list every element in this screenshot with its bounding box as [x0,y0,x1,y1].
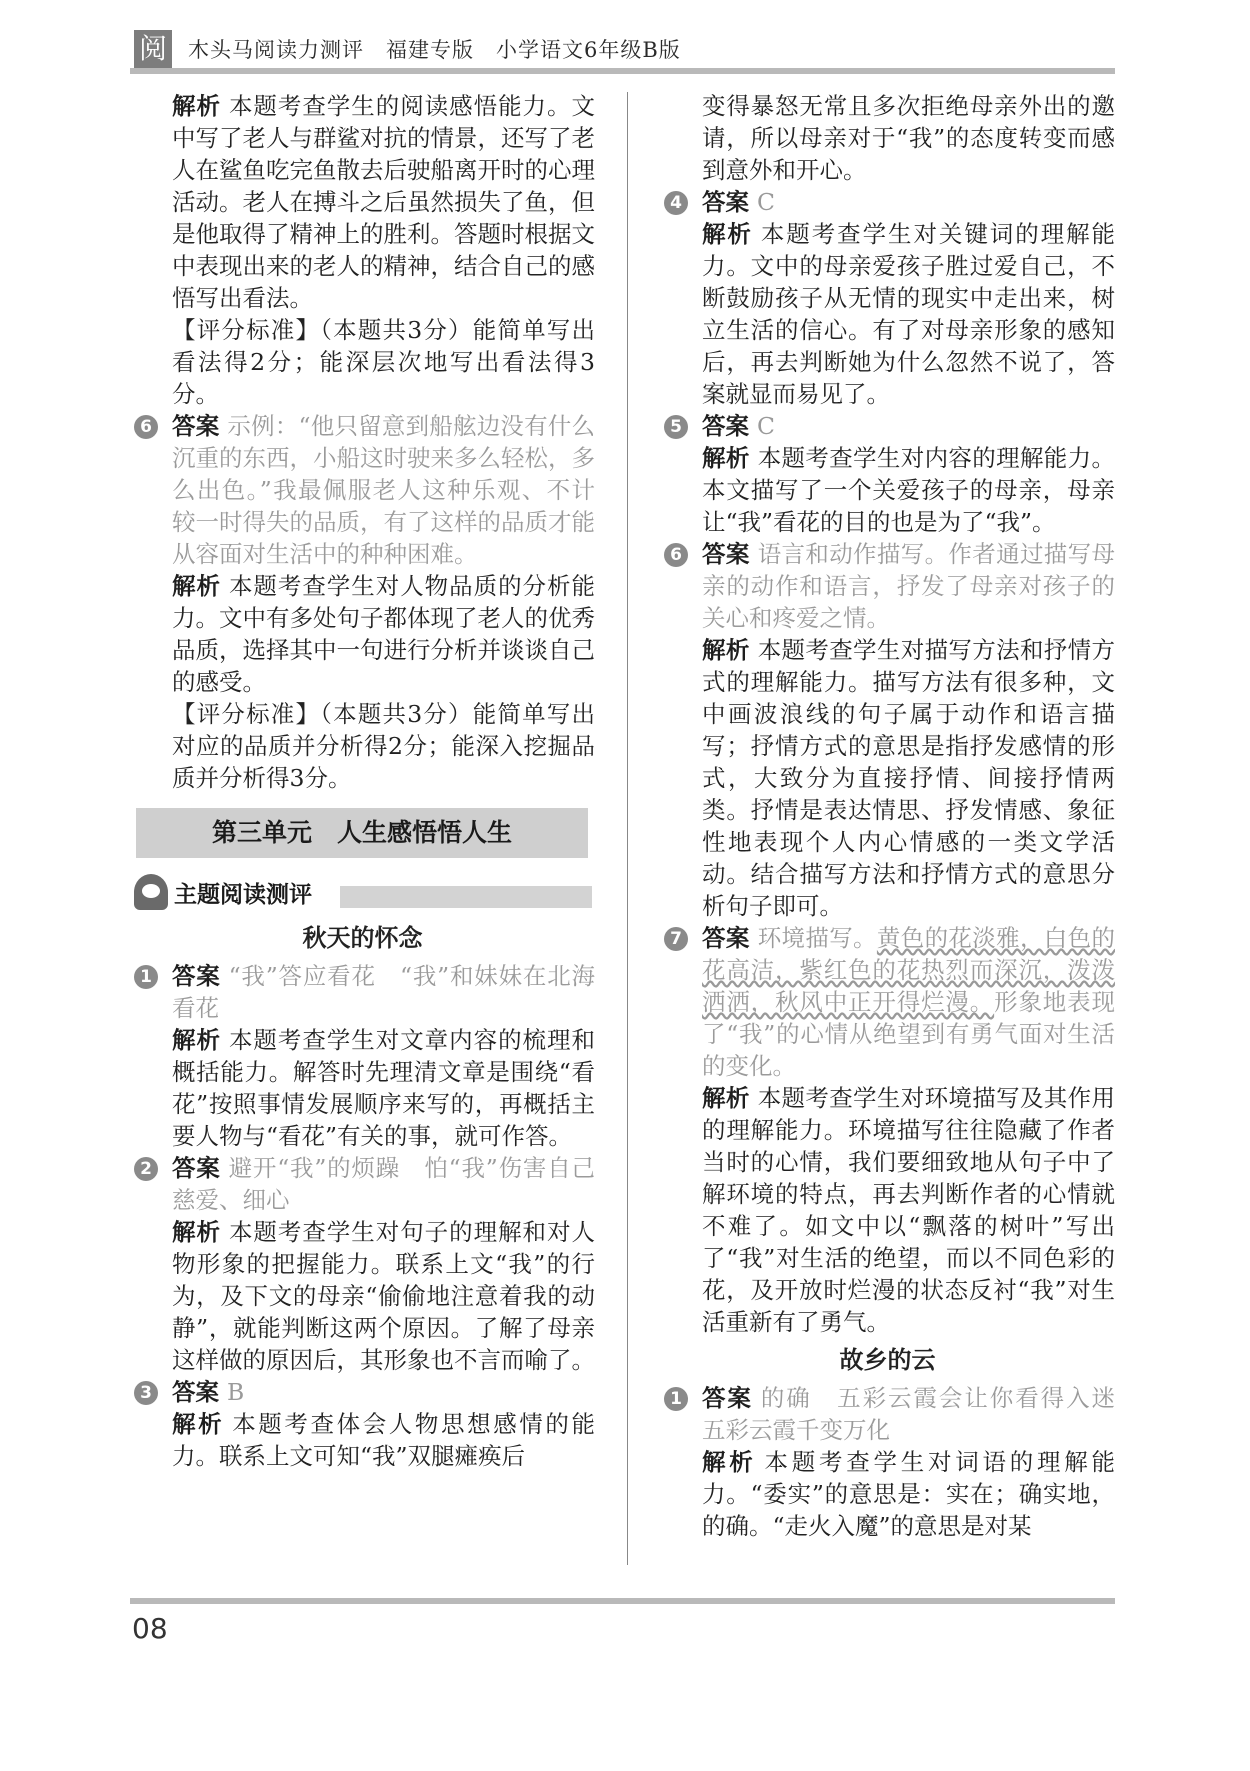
analysis-text: 本题考查学生对句子的理解和对人物形象的把握能力。联系上文“我”的行为，及下文的母亲“偷偷地注意着我的动静”，就能判断这两个原因。了解了母亲这样做的原因后，其形象也不言而喻了。 [172,1218,595,1374]
analysis-label: 解析 [702,1084,750,1112]
analysis-label: 解析 [702,444,750,472]
answer-label: 答案 [702,188,749,216]
book-title: 木头马阅读力测评 福建专版 小学语文6年级B版 [188,38,681,62]
answer-label: 答案 [702,412,749,440]
answer-text: 环境描写。 [757,924,877,952]
analysis-text: 本题考查学生对文章内容的梳理和概括能力。解答时先理清文章是围绕“看花”按照事情发展顺序来写的，再概括主要人物与“看花”有关的事，就可作答。 [172,1026,595,1150]
theme-label: 主题阅读测评 [174,882,312,908]
analysis-text: 本题考查学生对词语的理解能力。“委实”的意思是：实在；确实地，的确。“走火入魔”的意思是对某 [702,1448,1115,1540]
wavy-underlined-quote: 黄色的花淡雅，白色的花高洁，紫红色的花热烈而深沉，泼泼洒洒，秋风中正开得烂漫。 [702,924,1115,1016]
answer-item-1 [130,960,595,1152]
analysis-text: 本题考查学生对环境描写及其作用的理解能力。环境描写往往隐藏了作者当时的心情，我们要细致地从句子中了解环境的特点，再去判断作者的心情就不难了。如文中以“飘落的树叶”写出了“我”对生活的绝望，而以不同色彩的花，及开放时烂漫的状态反衬“我”对生活重新有了勇气。 [702,1084,1115,1336]
question-number-badge: 5 [664,415,688,439]
question-number-badge: 1 [664,1387,688,1411]
question-number-badge: 6 [134,415,158,439]
theme-decor-stripe [340,886,592,908]
answer-label: 答案 [172,1378,219,1406]
question-number-badge: 6 [664,543,688,567]
answer-item-7 [660,922,1115,1338]
analysis-label: 解析 [172,1218,221,1246]
right-column [660,90,1139,1542]
analysis-block [130,90,595,410]
analysis-label: 解析 [702,1448,757,1476]
answer-label: 答案 [172,962,221,990]
answer-item-2 [130,1152,619,1376]
question-number-badge: 1 [134,965,158,989]
header-divider [130,68,1115,74]
answer-text: 语言和动作描写。作者通过描写母亲的动作和语言，抒发了母亲对孩子的关心和疼爱之情。 [702,540,1115,632]
answer-text: C [757,188,775,216]
analysis-label: 解析 [172,92,221,120]
answer-label: 答案 [702,1384,753,1412]
page-number: 08 [132,1612,168,1645]
answer-label: 答案 [172,412,220,440]
question-number-badge: 3 [134,1381,158,1405]
analysis-text: 本题考查学生对描写方法和抒情方式的理解能力。描写方法有很多种，文中画波浪线的句子属于动作和语言描写；抒情方式的意思是指抒发感情的形式，大致分为直接抒情、间接抒情两类。抒情是表达情思、抒发情感、象征性地表现个人内心情感的一类文学活动。结合描写方法和抒情方式的意思分析句子即可。 [702,636,1115,920]
answer-label: 答案 [702,924,750,952]
answer-label: 答案 [172,1154,221,1182]
page-header [130,28,1115,72]
answer-item-5 [660,410,1115,538]
left-column [130,90,619,1472]
answer-item-6-right [660,538,1115,922]
analysis-text: 本题考查学生对内容的理解能力。本文描写了一个关爱孩子的母亲，母亲让“我”看花的目的也是为了“我”。 [702,444,1115,536]
answer-text: 避开“我”的烦躁 怕“我”伤害自己 慈爱、细心 [172,1154,619,1214]
analysis-text: 本题考查学生对人物品质的分析能力。文中有多处句子都体现了老人的优秀品质，选择其中一句进行分析并谈谈自己的感受。 [172,572,595,696]
analysis-text: 本题考查学生的阅读感悟能力。文中写了老人与群鲨对抗的情景，还写了老人在鲨鱼吃完鱼散去后驶船离开时的心理活动。老人在搏斗之后虽然损失了鱼，但是他取得了精神上的胜利。答题时根据文中表现出来的老人的精神，结合自己的感悟写出看法。 [172,92,595,312]
answer-item-3 [130,1376,595,1472]
analysis-text: 本题考查体会人物思想感情的能力。联系上文可知“我”双腿瘫痪后 [172,1410,596,1470]
answer-text-continued: 形象地表现了“我”的心情从绝望到有勇气面对生活的变化。 [702,988,1115,1080]
article-title: 故乡的云 [839,1346,936,1374]
answer-text: 示例：“他只留意到船舷边没有什么沉重的东西，小船这时驶来多么轻松，多么出色。”我最佩服老人这种乐观、不计较一时得失的品质，有了这样的品质才能从容面对生活中的种种困难。 [172,412,596,568]
article-title: 秋天的怀念 [302,924,423,952]
analysis-label: 解析 [702,220,753,248]
answer-text: 的确 五彩云霞会让你看得入迷 五彩云霞千变万化 [702,1384,1139,1444]
scoring-criteria: 【评分标准】（本题共3分）能简单写出对应的品质并分析得2分；能深入挖掘品质并分析得3分。 [172,700,595,792]
analysis-label: 解析 [172,572,221,600]
analysis-label: 解析 [172,1026,221,1054]
question-number-badge: 7 [664,927,688,951]
analysis-continuation [660,90,1115,186]
question-number-badge: 2 [134,1157,158,1181]
question-number-badge: 4 [664,191,688,215]
reader-mascot-icon [134,874,168,910]
theme-section-header [130,872,595,916]
unit-banner: 第三单元 人生感悟悟人生 [136,808,588,858]
series-logo: 阅 [134,30,172,68]
analysis-text: 变得暴怒无常且多次拒绝母亲外出的邀请，所以母亲对于“我”的态度转变而感到意外和开心。 [702,92,1115,184]
answer-text: C [757,412,775,440]
column-divider [627,92,628,1565]
answer-item-4 [660,186,1115,410]
answer-text: “我”答应看花 “我”和妹妹在北海看花 [172,962,595,1022]
analysis-label: 解析 [172,1410,225,1438]
analysis-text: 本题考查学生对关键词的理解能力。文中的母亲爱孩子胜过爱自己，不断鼓励孩子从无情的现实中走出来，树立生活的信心。有了对母亲形象的感知后，再去判断她为什么忽然不说了，答案就显而易见了。 [702,220,1116,408]
answer-label: 答案 [702,540,750,568]
answer-item-6 [130,410,595,794]
answer-text: B [227,1378,245,1406]
scoring-criteria: 【评分标准】（本题共3分）能简单写出看法得2分；能深层次地写出看法得3分。 [172,316,595,408]
footer-divider [130,1598,1115,1604]
analysis-label: 解析 [702,636,750,664]
answer-item-1-right [660,1382,1139,1542]
